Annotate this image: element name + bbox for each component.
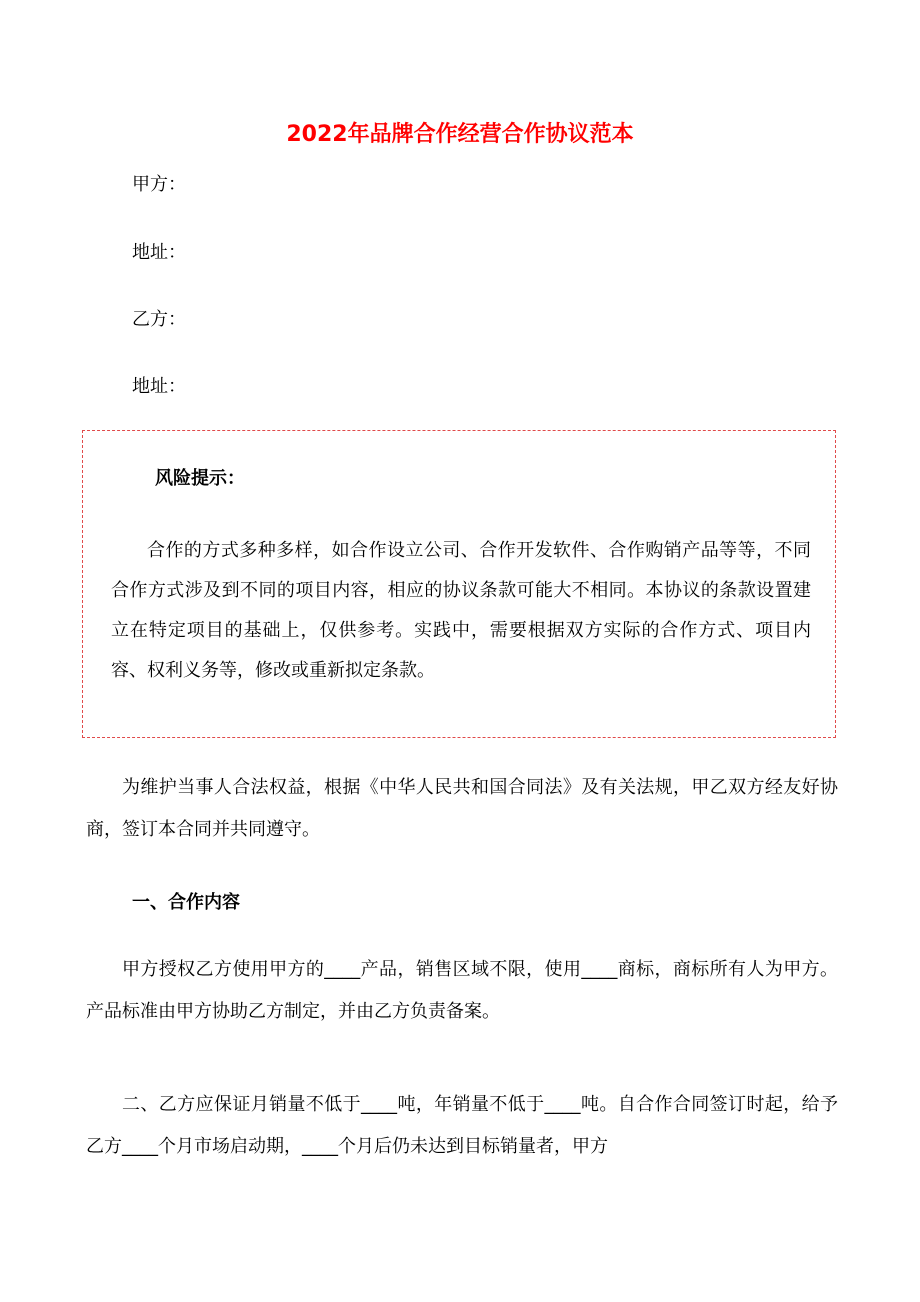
party-b-field: 乙方： (132, 309, 186, 330)
risk-notice-heading: 风险提示： (155, 468, 245, 489)
risk-notice-box (82, 430, 836, 738)
section-2-paragraph: 二、乙方应保证月销量不低于____吨，年销量不低于____吨。自合作合同签订时起，给予乙方____个月市场启动期，____个月后仍未达到目标销量者，甲方 (86, 1094, 838, 1157)
party-b-address-field: 地址： (132, 376, 186, 397)
risk-notice-text: 合作的方式多种多样，如合作设立公司、合作开发软件、合作购销产品等等，不同合作方式涉及到不同的项目内容，相应的协议条款可能大不相同。本协议的条款设置建立在特定项目的基础上，仅供参考。实践中，需要根据双方实际的合作方式、项目内容、权利义务等，修改或重新拟定条款。 (111, 540, 811, 681)
party-a-field: 甲方： (132, 174, 186, 195)
section-1-paragraph: 甲方授权乙方使用甲方的____产品，销售区域不限，使用____商标，商标所有人为甲方。产品标准由甲方协助乙方制定，并由乙方负责备案。 (86, 959, 838, 1022)
document-title: 2022年品牌合作经营合作协议范本 (286, 122, 634, 147)
section-1-heading: 一、合作内容 (132, 892, 240, 913)
intro-paragraph: 为维护当事人合法权益，根据《中华人民共和国合同法》及有关法规，甲乙双方经友好协商，签订本合同并共同遵守。 (86, 777, 838, 840)
party-a-address-field: 地址： (132, 242, 186, 263)
